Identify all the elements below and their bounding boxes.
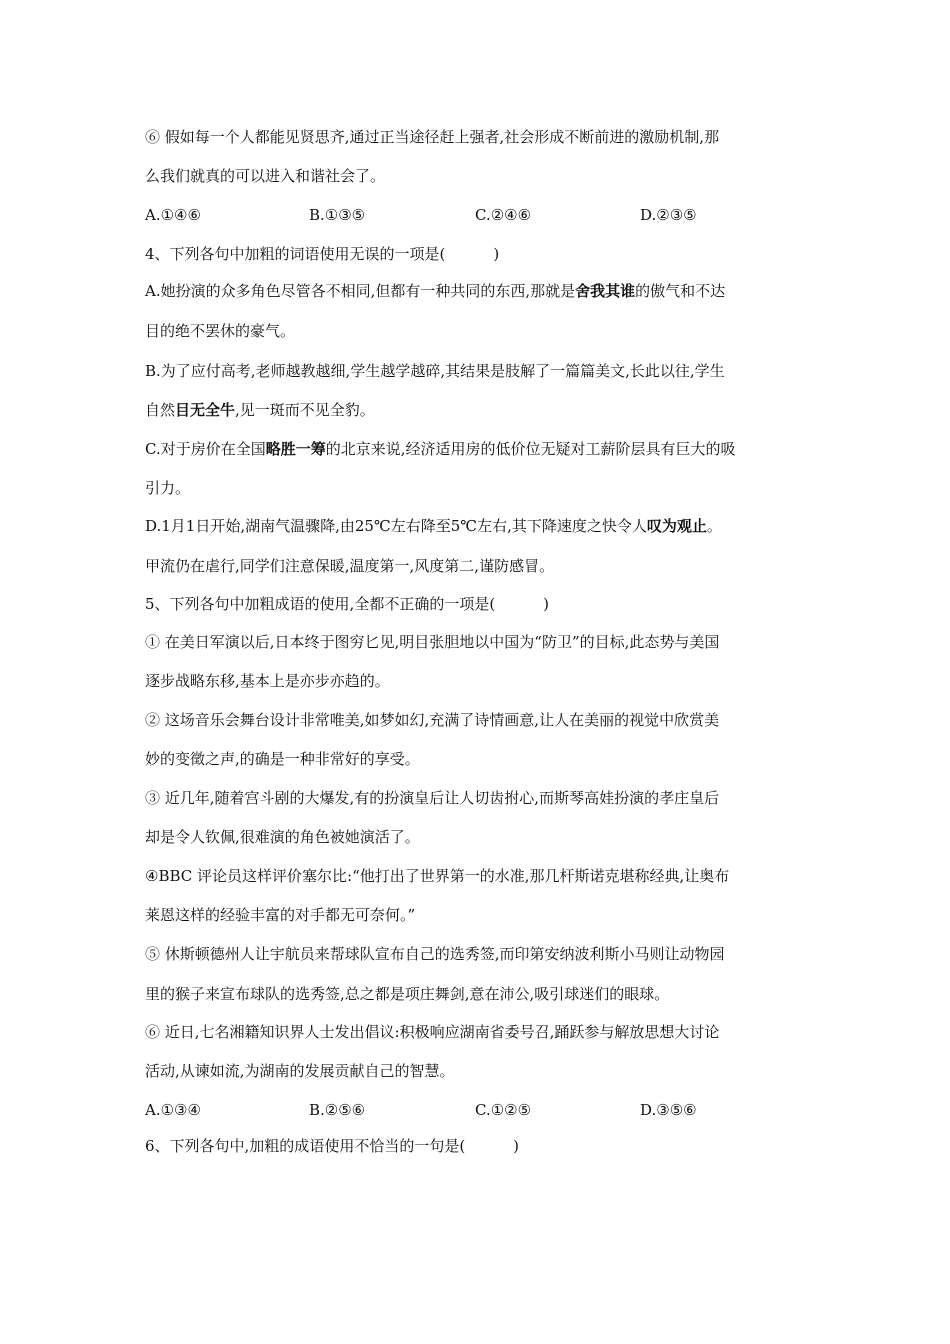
q5-item5-line2: 里的猴子来宣布球队的选秀签,总之都是项庄舞剑,意在沛公,吸引球迷们的眼球。: [145, 985, 670, 1003]
q4-option-c-line2: 引力。: [145, 479, 191, 497]
q5-options: [145, 1100, 810, 1120]
q4-stem: [145, 244, 810, 264]
q5-item6-line2: 活动,从谏如流,为湖南的发展贡献自己的智慧。: [145, 1062, 455, 1080]
q5-item2-line2: 妙的变徵之声,的确是一种非常好的享受。: [145, 750, 420, 768]
q3-item6-line2: 么我们就真的可以进入和谐社会了。: [145, 167, 386, 185]
q5-item4-line1: ④BBC 评论员这样评价塞尔比:“他打出了世界第一的水准,那几杆斯诺克堪称经典,让奥布: [145, 867, 730, 885]
q5-item2-line1: ② 这场音乐会舞台设计非常唯美,如梦如幻,充满了诗情画意,让人在美丽的视觉中欣赏美: [145, 711, 720, 729]
q5-option-d: D.③⑤⑥: [640, 1101, 697, 1119]
q4-option-b-line1: B.为了应付高考,老师越教越细,学生越学越碎,其结果是肢解了一篇篇美文,长此以往,学生: [145, 362, 725, 380]
q5-item1-line2: 逐步战略东移,基本上是亦步亦趋的。: [145, 672, 390, 690]
q3-option-b: B.①③⑤: [309, 206, 366, 224]
q3-options: [145, 205, 810, 225]
q4-c-pre: C.对于房价在全国: [145, 440, 266, 458]
q5-option-a: A.①③④: [145, 1101, 201, 1119]
q4-d-post: 。: [706, 517, 722, 535]
q5-item1-line1: ① 在美日军演以后,日本终于图穷匕见,明目张胆地以中国为“防卫”的目标,此态势与美国: [145, 633, 720, 651]
q5-item3-line1: ③ 近几年,随着宫斗剧的大爆发,有的扮演皇后让人切齿拊心,而斯琴高娃扮演的孝庄皇后: [145, 789, 720, 807]
q4-d-bold-term: 叹为观止: [646, 517, 707, 535]
q5-item3-line2: 却是令人钦佩,很难演的角色被她演活了。: [145, 828, 420, 846]
q5-stem: [145, 594, 810, 614]
q6-stem-close: ): [513, 1137, 520, 1155]
q4-option-a-line1: [145, 281, 810, 301]
q4-option-d-line1: [145, 516, 810, 536]
q4-c-post: 的北京来说,经济适用房的低价位无疑对工薪阶层具有巨大的吸: [325, 440, 736, 458]
q6-stem: [145, 1136, 810, 1156]
q4-option-a-line2: 目的绝不罢休的豪气。: [145, 322, 296, 340]
q5-option-c: C.①②⑤: [475, 1101, 532, 1119]
q5-option-b: B.②⑤⑥: [309, 1101, 366, 1119]
q5-stem-text: 5、下列各句中加粗成语的使用,全都不正确的一项是(: [145, 595, 496, 613]
q4-stem-text: 4、下列各句中加粗的词语使用无误的一项是(: [145, 245, 446, 263]
q4-a-bold-term: 舍我其谁: [575, 282, 636, 300]
q4-c-bold-term: 略胜一筹: [265, 440, 326, 458]
q5-item5-line1: ⑤ 休斯顿德州人让宇航员来帮球队宣布自己的选秀签,而印第安纳波利斯小马则让动物园: [145, 945, 725, 963]
q4-b-bold-term: 目无全牛: [175, 401, 236, 419]
q3-option-d: D.②③⑤: [640, 206, 697, 224]
q5-stem-close: ): [543, 595, 550, 613]
q5-item4-line2: 莱恩这样的经验丰富的对手都无可奈何。”: [145, 906, 416, 924]
q6-stem-text: 6、下列各句中,加粗的成语使用不恰当的一句是(: [145, 1137, 466, 1155]
q4-d-pre: D.1月1日开始,湖南气温骤降,由25℃左右降至5℃左右,其下降速度之快令人: [145, 517, 647, 535]
q4-option-d-line2: 甲流仍在虐行,同学们注意保暖,温度第一,风度第二,谨防感冒。: [145, 557, 555, 575]
q4-option-b-line2: [145, 400, 810, 420]
q5-item6-line1: ⑥ 近日,七名湘籍知识界人士发出倡议:积极响应湖南省委号召,踊跃参与解放思想大讨论: [145, 1023, 720, 1041]
q4-a-pre: A.她扮演的众多角色尽管各不相同,但都有一种共同的东西,那就是: [145, 282, 576, 300]
q4-b-pre: 自然: [145, 401, 176, 419]
q3-option-c: C.②④⑥: [475, 206, 532, 224]
q3-item6-line1: ⑥ 假如每一个人都能见贤思齐,通过正当途径赶上强者,社会形成不断前进的激励机制,那: [145, 128, 720, 146]
q4-stem-close: ): [493, 245, 500, 263]
q4-b-post: ,见一斑而不见全豹。: [235, 401, 375, 419]
q4-a-post: 的傲气和不达: [635, 282, 726, 300]
q3-option-a: A.①④⑥: [145, 206, 201, 224]
q4-option-c-line1: [145, 439, 810, 459]
